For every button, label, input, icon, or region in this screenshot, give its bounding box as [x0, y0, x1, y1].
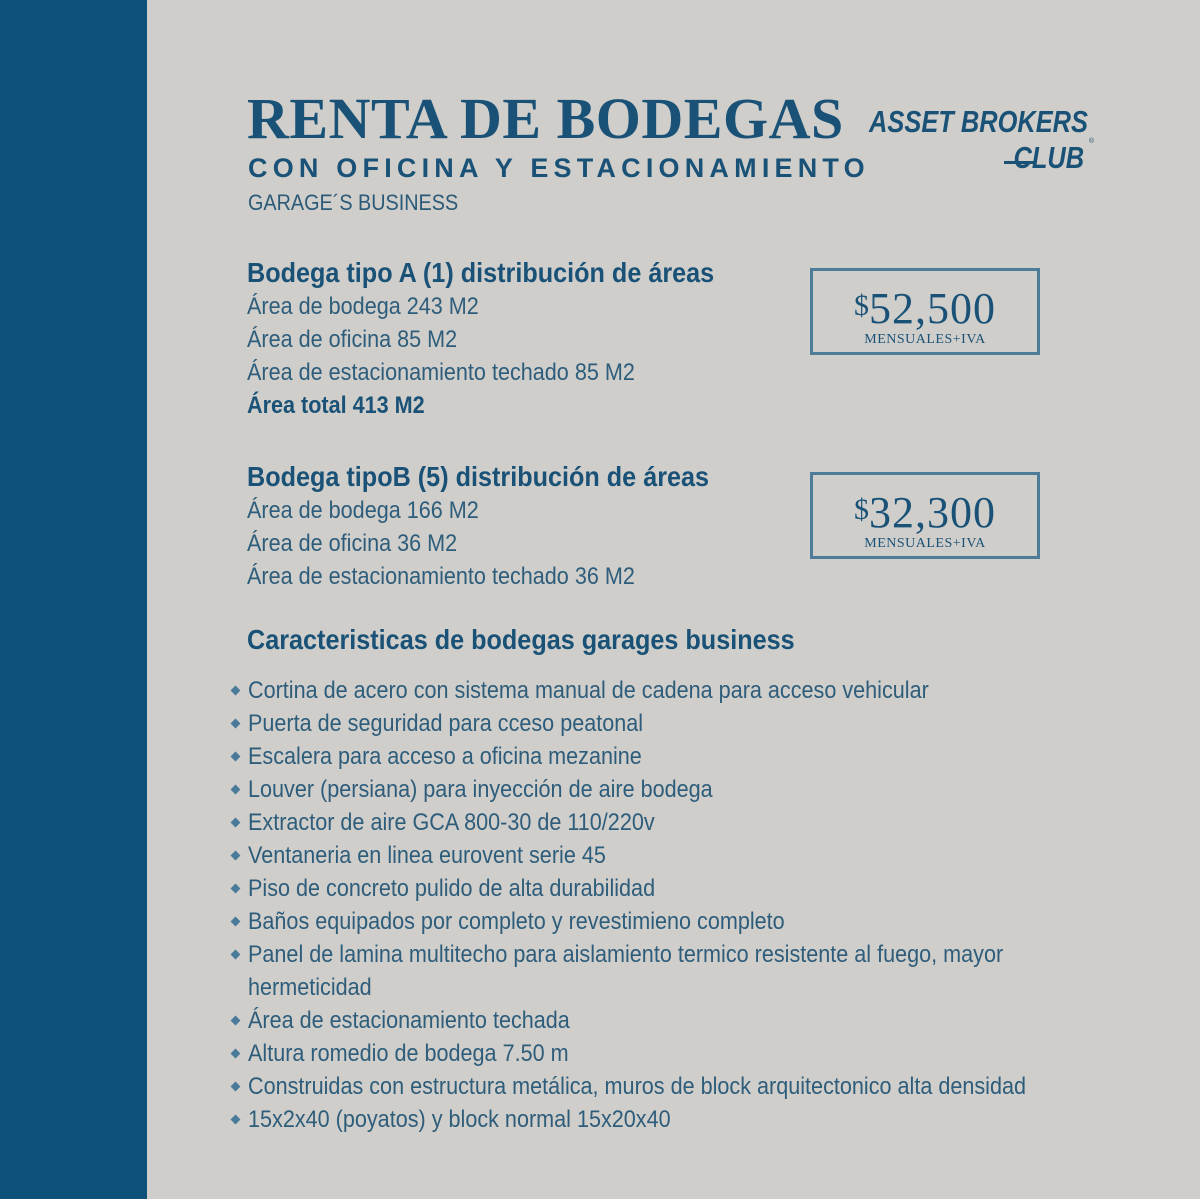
list-item — [232, 1004, 1132, 1037]
bullet-icon — [231, 719, 241, 729]
feature-text: Panel de lamina multitecho para aislamiento termico resistente al fuego, mayor hermeticidad — [248, 941, 1004, 1001]
features-title: Caracteristicas de bodegas garages business — [247, 624, 795, 655]
bodega-b-price — [813, 488, 1037, 535]
sidebar-band — [0, 0, 147, 1199]
bodega-b-price-unit: MENSUALES+IVA — [864, 536, 986, 551]
list-item — [232, 905, 1132, 938]
currency-symbol: $ — [854, 289, 869, 322]
feature-text: Extractor de aire GCA 800-30 de 110/220v — [248, 809, 655, 836]
bodega-b-area-estacionamiento: Área de estacionamiento techado 36 M2 — [247, 563, 635, 590]
feature-text: Cortina de acero con sistema manual de cadena para acceso vehicular — [248, 677, 929, 704]
list-item — [232, 773, 1132, 806]
list-item — [232, 938, 1132, 1004]
bullet-icon — [231, 950, 241, 960]
bullet-icon — [231, 851, 241, 861]
logo-line-2: CLUB — [1013, 140, 1084, 175]
bodega-a-price — [813, 284, 1037, 331]
bodega-b-area-bodega: Área de bodega 166 M2 — [247, 497, 479, 524]
bodega-a-price-box — [810, 268, 1040, 355]
list-item — [232, 1103, 1132, 1136]
bodega-b-heading: Bodega tipoB (5) distribución de áreas — [247, 461, 710, 492]
list-item — [232, 839, 1132, 872]
bodega-b-section — [247, 460, 760, 593]
bullet-icon — [231, 752, 241, 762]
registered-mark: ® — [1088, 138, 1094, 145]
list-item — [232, 1037, 1132, 1070]
bullet-icon — [231, 785, 241, 795]
bodega-b-price-amount: 32,300 — [869, 488, 996, 537]
brand-logo — [869, 104, 1094, 184]
bodega-a-section — [247, 256, 766, 422]
list-item — [232, 1070, 1132, 1103]
bullet-icon — [231, 1082, 241, 1092]
bodega-a-area-total: Área total 413 M2 — [247, 392, 425, 419]
bodega-a-area-estacionamiento: Área de estacionamiento techado 85 M2 — [247, 359, 635, 386]
list-item — [232, 674, 1132, 707]
bodega-b-area-oficina: Área de oficina 36 M2 — [247, 530, 458, 557]
bullet-icon — [231, 1049, 241, 1059]
feature-text: Puerta de seguridad para cceso peatonal — [248, 710, 644, 737]
bodega-a-area-oficina: Área de oficina 85 M2 — [247, 326, 458, 353]
page-tagline: GARAGE´S BUSINESS — [248, 190, 459, 215]
bodega-b-price-box — [810, 472, 1040, 559]
bodega-a-price-unit: MENSUALES+IVA — [864, 332, 986, 347]
page-subtitle: CON OFICINA Y ESTACIONAMIENTO — [248, 153, 870, 183]
feature-text: Piso de concreto pulido de alta durabilidad — [248, 875, 656, 902]
list-item — [232, 806, 1132, 839]
bodega-a-area-bodega: Área de bodega 243 M2 — [247, 293, 479, 320]
bullet-icon — [231, 686, 241, 696]
logo-line-1: ASSET BROKERS — [869, 104, 1088, 139]
feature-text: Escalera para acceso a oficina mezanine — [248, 743, 642, 770]
bodega-a-heading: Bodega tipo A (1) distribución de áreas — [247, 257, 715, 288]
bodega-a-price-amount: 52,500 — [869, 284, 996, 333]
feature-text: Construidas con estructura metálica, muros de block arquitectonico alta densidad — [248, 1073, 1027, 1100]
feature-text: Ventaneria en linea eurovent serie 45 — [248, 842, 606, 869]
page-title: RENTA DE BODEGAS — [247, 86, 844, 151]
feature-text: Área de estacionamiento techada — [248, 1007, 570, 1034]
list-item — [232, 740, 1132, 773]
features-list — [232, 674, 1132, 1136]
list-item — [232, 707, 1132, 740]
feature-text: Louver (persiana) para inyección de aire bodega — [248, 776, 713, 803]
currency-symbol: $ — [854, 493, 869, 526]
feature-text: Baños equipados por completo y revestimieno completo — [248, 908, 785, 935]
bullet-icon — [231, 1115, 241, 1125]
bullet-icon — [231, 1016, 241, 1026]
feature-text: 15x2x40 (poyatos) y block normal 15x20x40 — [248, 1106, 671, 1133]
feature-text: Altura romedio de bodega 7.50 m — [248, 1040, 569, 1067]
list-item — [232, 872, 1132, 905]
bullet-icon — [231, 917, 241, 927]
bullet-icon — [231, 884, 241, 894]
bullet-icon — [231, 818, 241, 828]
